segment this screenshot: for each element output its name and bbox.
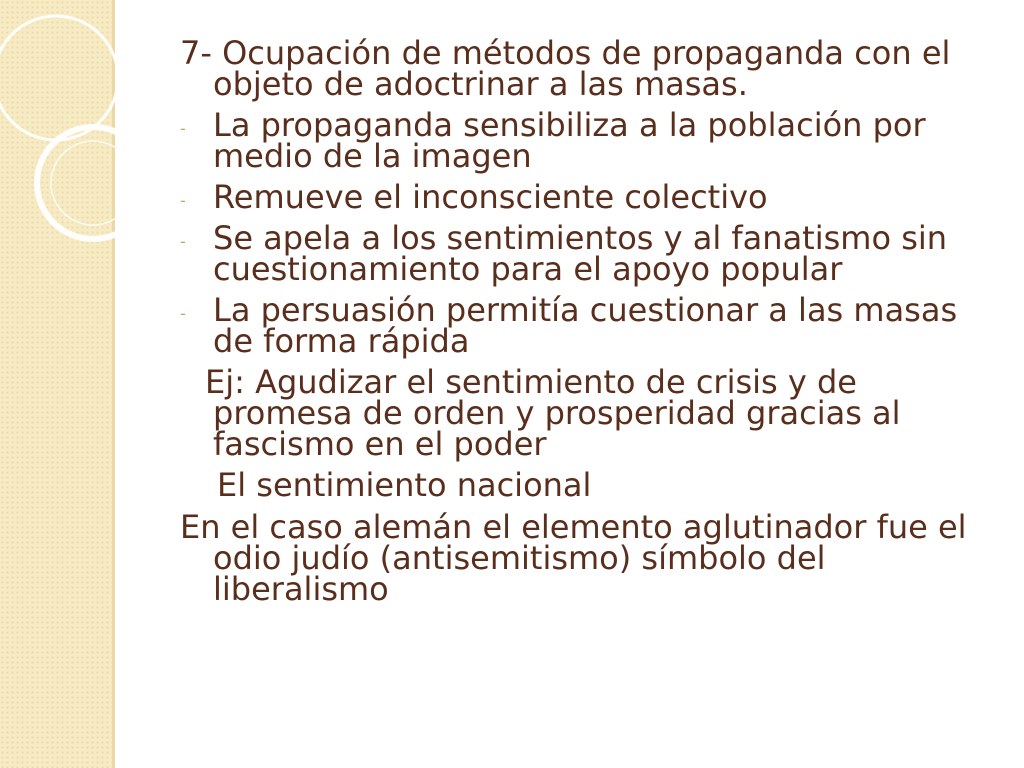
decor-ring-inner [51,141,135,225]
example-text: Ej: Agudizar el sentimiento de crisis y de promesa de orden y prosperidad gracias al fascismo en el poder [205,363,901,463]
bullet-text: La propaganda sensibiliza a la población por medio de la imagen [213,106,926,175]
bullet-text: Remueve el inconsciente colectivo [213,178,768,216]
dash-bullet-icon: - [180,191,186,210]
dash-bullet-icon: - [180,119,186,138]
intro-text: 7- Ocupación de métodos de propaganda con el objeto de adoctrinar a las masas. [180,34,951,103]
bullet-item [180,291,992,360]
decorative-rings [0,0,140,300]
bullet-text: La persuasión permitía cuestionar a las masas de forma rápida [213,291,958,360]
bullet-item [180,106,992,175]
closing-text: En el caso alemán el elemento aglutinador fue el odio judío (antisemitismo) símbolo del liberalismo [180,508,967,608]
bullet-text: Se apela a los sentimientos y al fanatismo sin cuestionamiento para el apoyo popular [213,219,948,288]
sub-point-text: El sentimiento nacional [217,466,592,504]
bullet-item [180,178,992,216]
slide-body [180,34,992,615]
decor-ring-thick [37,127,140,239]
bullet-item [180,219,992,288]
dash-bullet-icon: - [180,304,186,323]
decor-ring-large [0,16,118,140]
dash-bullet-icon: - [180,232,186,251]
